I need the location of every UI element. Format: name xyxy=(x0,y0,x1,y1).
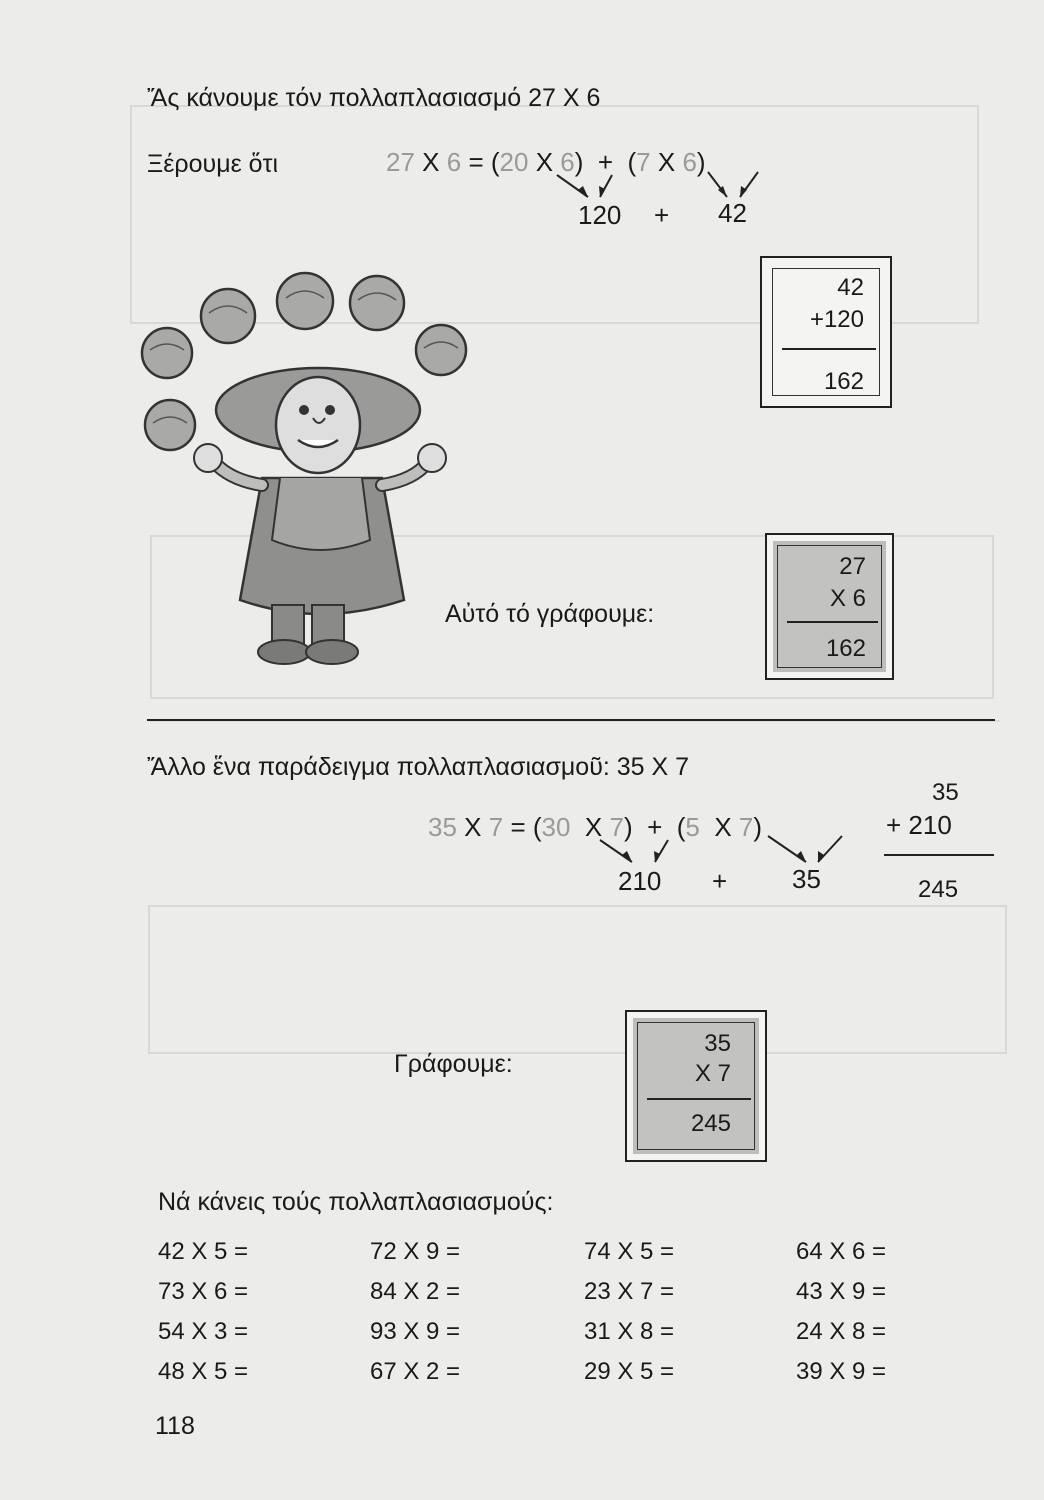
mult-box-2-top: 35 xyxy=(704,1030,731,1057)
sum-box-1-second: +120 xyxy=(809,306,864,333)
eq-g2-close: ) xyxy=(696,147,706,177)
eq2-equals: = xyxy=(510,812,526,842)
write-label-2: Γράφουμε: xyxy=(394,1050,513,1078)
eq2-g1-x: Χ xyxy=(584,812,603,842)
page-number: 118 xyxy=(155,1412,195,1440)
exercise-item: 48 Χ 5 = xyxy=(158,1358,249,1385)
exercise-grid xyxy=(158,1232,1008,1392)
mult-box-2 xyxy=(625,1010,767,1162)
eq2-g2-open: ( xyxy=(676,812,686,842)
eq-g1-b: 6 xyxy=(560,147,575,177)
exercise-row xyxy=(158,1312,1008,1352)
equation-2 xyxy=(428,812,762,843)
sum-box-1-top: 42 xyxy=(837,274,864,301)
ex2-partial-plus: + xyxy=(712,866,728,896)
exercise-item: 67 Χ 2 = xyxy=(370,1358,461,1385)
eq-g2-x: Χ xyxy=(657,147,676,177)
exercise-item: 72 Χ 9 = xyxy=(370,1238,461,1265)
exercise-item: 29 Χ 5 = xyxy=(584,1358,675,1385)
eq-lhs-b: 6 xyxy=(446,147,462,177)
mult-box-2-second: Χ 7 xyxy=(694,1060,731,1087)
eq-g1-open: ( xyxy=(490,147,500,177)
exercises-title: Νά κάνεις τούς πολλαπλασιασμούς: xyxy=(158,1188,554,1216)
exercise-item: 64 Χ 6 = xyxy=(796,1238,887,1265)
eq-g1-close: ) xyxy=(574,147,584,177)
partial-1: 120 xyxy=(578,200,622,230)
eq2-g2-b: 7 xyxy=(738,812,754,842)
eq-g2-open: ( xyxy=(627,147,637,177)
mult-box-1-bar xyxy=(787,621,878,623)
exercise-item: 24 Χ 8 = xyxy=(796,1318,887,1345)
ex2-partial-1: 210 xyxy=(618,866,662,896)
eq2-g1-b: 7 xyxy=(609,812,624,842)
ex2-sum-bar xyxy=(884,854,994,856)
ex2-sum-result: 245 xyxy=(918,876,959,903)
sum-box-1-result: 162 xyxy=(823,368,864,395)
ex2-sum-top: 35 xyxy=(932,779,959,806)
eq-lhs-a: 27 xyxy=(386,147,415,177)
exercise-item: 73 Χ 6 = xyxy=(158,1278,249,1305)
eq2-lhs-b: 7 xyxy=(488,812,504,842)
eq2-lhs-a: 35 xyxy=(428,812,457,842)
section-divider xyxy=(147,719,995,721)
exercise-item: 54 Χ 3 = xyxy=(158,1318,249,1345)
eq2-g1-a: 30 xyxy=(541,812,571,842)
exercise-item: 84 Χ 2 = xyxy=(370,1278,461,1305)
partial-plus: + xyxy=(654,200,670,230)
write-label-1: Αὐτό τό γράφουμε: xyxy=(445,600,655,628)
partial-2: 42 xyxy=(718,198,747,228)
eq2-g2-close: ) xyxy=(753,812,763,842)
eq2-g1-close: ) xyxy=(623,812,633,842)
eq-g2-b: 6 xyxy=(682,147,697,177)
eq-g1-x: Χ xyxy=(535,147,554,177)
mult-box-2-result: 245 xyxy=(690,1110,731,1137)
mult-box-1-top: 27 xyxy=(839,553,866,580)
eq2-lhs-x: Χ xyxy=(464,812,482,842)
eq-lhs-x: Χ xyxy=(422,147,440,177)
eq-g2-a: 7 xyxy=(636,147,651,177)
mult-box-1-second: Χ 6 xyxy=(829,585,866,612)
eq2-g2-x: Χ xyxy=(714,812,732,842)
exercise-item: 74 Χ 5 = xyxy=(584,1238,675,1265)
eq2-g2-a: 5 xyxy=(685,812,700,842)
exercise-item: 42 Χ 5 = xyxy=(158,1238,249,1265)
ex2-partial-2: 35 xyxy=(792,864,821,894)
exercise-item: 31 Χ 8 = xyxy=(584,1318,675,1345)
eq2-g1-open: ( xyxy=(532,812,542,842)
eq-g1-a: 20 xyxy=(499,147,529,177)
exercise-row xyxy=(158,1272,1008,1312)
eq-plus: + xyxy=(597,147,614,177)
eq-equals: = xyxy=(468,147,484,177)
mult-box-1 xyxy=(765,533,894,680)
exercise-item: 39 Χ 9 = xyxy=(796,1358,887,1385)
exercise-item: 23 Χ 7 = xyxy=(584,1278,675,1305)
intro-line: Ἄς κάνουμε τόν πολλαπλασιασμό 27 Χ 6 xyxy=(147,84,601,112)
exercise-row xyxy=(158,1232,1008,1272)
exercise-item: 93 Χ 9 = xyxy=(370,1318,461,1345)
mult-box-2-bar xyxy=(647,1098,751,1100)
mult-box-1-result: 162 xyxy=(825,635,866,662)
eq2-plus: + xyxy=(647,812,663,842)
ex2-sum-second: + 210 xyxy=(886,810,952,840)
exercise-row xyxy=(158,1352,1008,1392)
example2-line: Ἄλλο ἕνα παράδειγμα πολλαπλασιασμοῦ: 35 Χ 7 xyxy=(147,753,690,781)
exercise-item: 43 Χ 9 = xyxy=(796,1278,887,1305)
known-label: Ξέρουμε ὅτι xyxy=(147,150,279,178)
